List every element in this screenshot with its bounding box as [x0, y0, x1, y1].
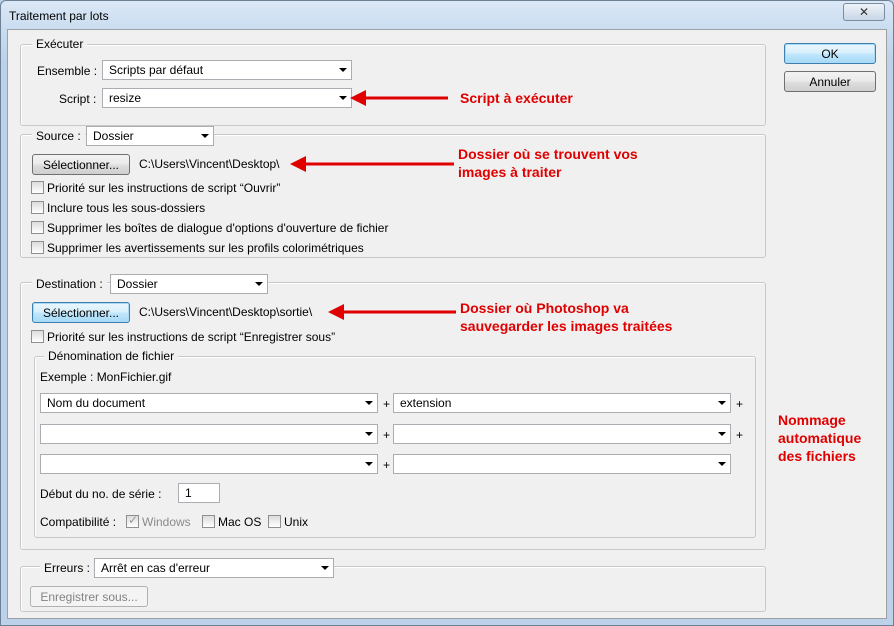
- source-path: C:\Users\Vincent\Desktop\: [139, 157, 280, 171]
- checkbox-label: Supprimer les boîtes de dialogue d'options d'ouverture de fichier: [47, 221, 389, 235]
- checkbox-icon: [31, 201, 44, 214]
- annotation-destination-line1: Dossier où Photoshop va: [460, 300, 629, 316]
- source-option-subfolders[interactable]: [31, 201, 205, 215]
- annotation-source-line1: Dossier où se trouvent vos: [458, 146, 638, 162]
- source-option-suppress-open-dialogs[interactable]: [31, 221, 388, 235]
- source-option-open-override[interactable]: [31, 181, 280, 195]
- naming-field-2-2[interactable]: [393, 424, 731, 444]
- chevron-down-icon: [365, 401, 373, 405]
- compat-windows-checkbox[interactable]: [126, 515, 191, 529]
- annotation-script: Script à exécuter: [460, 90, 573, 106]
- source-label: Source :: [32, 129, 85, 143]
- checkbox-label: Inclure tous les sous-dossiers: [47, 201, 206, 215]
- close-icon: ✕: [858, 5, 870, 19]
- script-dropdown-value: resize: [109, 91, 142, 105]
- annotation-naming-line2: automatique: [778, 430, 862, 446]
- naming-field-value: Nom du document: [47, 396, 146, 410]
- naming-field-3-1[interactable]: [40, 454, 378, 474]
- cancel-button[interactable]: Annuler: [784, 71, 876, 92]
- compat-macos-checkbox[interactable]: [202, 515, 261, 529]
- script-label: Script :: [59, 92, 97, 106]
- naming-field-2-1[interactable]: [40, 424, 378, 444]
- chevron-down-icon: [718, 401, 726, 405]
- checkbox-label: Windows: [142, 515, 191, 529]
- set-label: Ensemble :: [37, 64, 98, 78]
- chevron-down-icon: [339, 68, 347, 72]
- annotation-naming-line3: des fichiers: [778, 448, 856, 464]
- arrow-icon: [328, 302, 458, 322]
- checkbox-icon: [126, 515, 139, 528]
- naming-field-1-1[interactable]: [40, 393, 378, 413]
- checkbox-label: Supprimer les avertissements sur les profils colorimétriques: [47, 241, 364, 255]
- annotation-source-line2: images à traiter: [458, 164, 562, 180]
- chevron-down-icon: [339, 96, 347, 100]
- chevron-down-icon: [718, 432, 726, 436]
- set-dropdown-value: Scripts par défaut: [109, 63, 204, 77]
- checkbox-label: Mac OS: [218, 515, 262, 529]
- dialog-client-area: [7, 29, 887, 619]
- checkbox-icon: [268, 515, 281, 528]
- errors-label: Erreurs :: [40, 561, 94, 575]
- source-select-button[interactable]: Sélectionner...: [32, 154, 130, 175]
- errors-dropdown[interactable]: [94, 558, 334, 578]
- plus-sign: +: [736, 397, 744, 411]
- source-dropdown-value: Dossier: [93, 129, 134, 143]
- plus-sign: +: [736, 428, 744, 442]
- script-dropdown[interactable]: [102, 88, 352, 108]
- set-dropdown[interactable]: [102, 60, 352, 80]
- checkbox-label: Priorité sur les instructions de script “Enregistrer sous”: [47, 330, 336, 344]
- checkbox-icon: [31, 221, 44, 234]
- destination-dropdown-value: Dossier: [117, 277, 158, 291]
- source-dropdown[interactable]: [86, 126, 214, 146]
- arrow-icon: [290, 154, 456, 174]
- window-title: Traitement par lots: [9, 9, 109, 23]
- execute-group: [20, 44, 766, 126]
- arrow-icon: [350, 88, 450, 108]
- checkbox-icon: [31, 330, 44, 343]
- serial-start-input[interactable]: [178, 483, 220, 503]
- naming-field-3-2[interactable]: [393, 454, 731, 474]
- ok-button[interactable]: OK: [784, 43, 876, 64]
- naming-example: Exemple : MonFichier.gif: [40, 370, 172, 384]
- checkbox-label: Priorité sur les instructions de script “Ouvrir”: [47, 181, 281, 195]
- checkbox-label: Unix: [284, 515, 309, 529]
- destination-select-button[interactable]: Sélectionner...: [32, 302, 130, 323]
- source-option-suppress-profile-warnings[interactable]: [31, 241, 364, 255]
- checkbox-icon: [31, 181, 44, 194]
- errors-dropdown-value: Arrêt en cas d'erreur: [101, 561, 211, 575]
- destination-option-saveas-override[interactable]: [31, 330, 335, 344]
- chevron-down-icon: [365, 432, 373, 436]
- chevron-down-icon: [255, 282, 263, 286]
- checkbox-icon: [202, 515, 215, 528]
- chevron-down-icon: [201, 134, 209, 138]
- save-as-button[interactable]: Enregistrer sous...: [30, 586, 148, 607]
- naming-field-1-2[interactable]: [393, 393, 731, 413]
- naming-legend: Dénomination de fichier: [44, 349, 178, 363]
- compat-unix-checkbox[interactable]: [268, 515, 308, 529]
- destination-path: C:\Users\Vincent\Desktop\sortie\: [139, 305, 313, 319]
- chevron-down-icon: [365, 462, 373, 466]
- execute-legend: Exécuter: [32, 37, 87, 51]
- chevron-down-icon: [718, 462, 726, 466]
- plus-sign: +: [383, 397, 391, 411]
- annotation-naming-line1: Nommage: [778, 412, 846, 428]
- plus-sign: +: [383, 458, 391, 472]
- compat-label: Compatibilité :: [40, 515, 117, 529]
- naming-field-value: extension: [400, 396, 452, 410]
- checkbox-icon: [31, 241, 44, 254]
- chevron-down-icon: [321, 566, 329, 570]
- destination-dropdown[interactable]: [110, 274, 268, 294]
- destination-label: Destination :: [32, 277, 107, 291]
- annotation-destination-line2: sauvegarder les images traitées: [460, 318, 673, 334]
- serial-start-value: 1: [185, 486, 192, 500]
- source-group: [20, 134, 766, 258]
- close-button[interactable]: [843, 3, 885, 21]
- plus-sign: +: [383, 428, 391, 442]
- serial-label: Début du no. de série :: [40, 487, 162, 501]
